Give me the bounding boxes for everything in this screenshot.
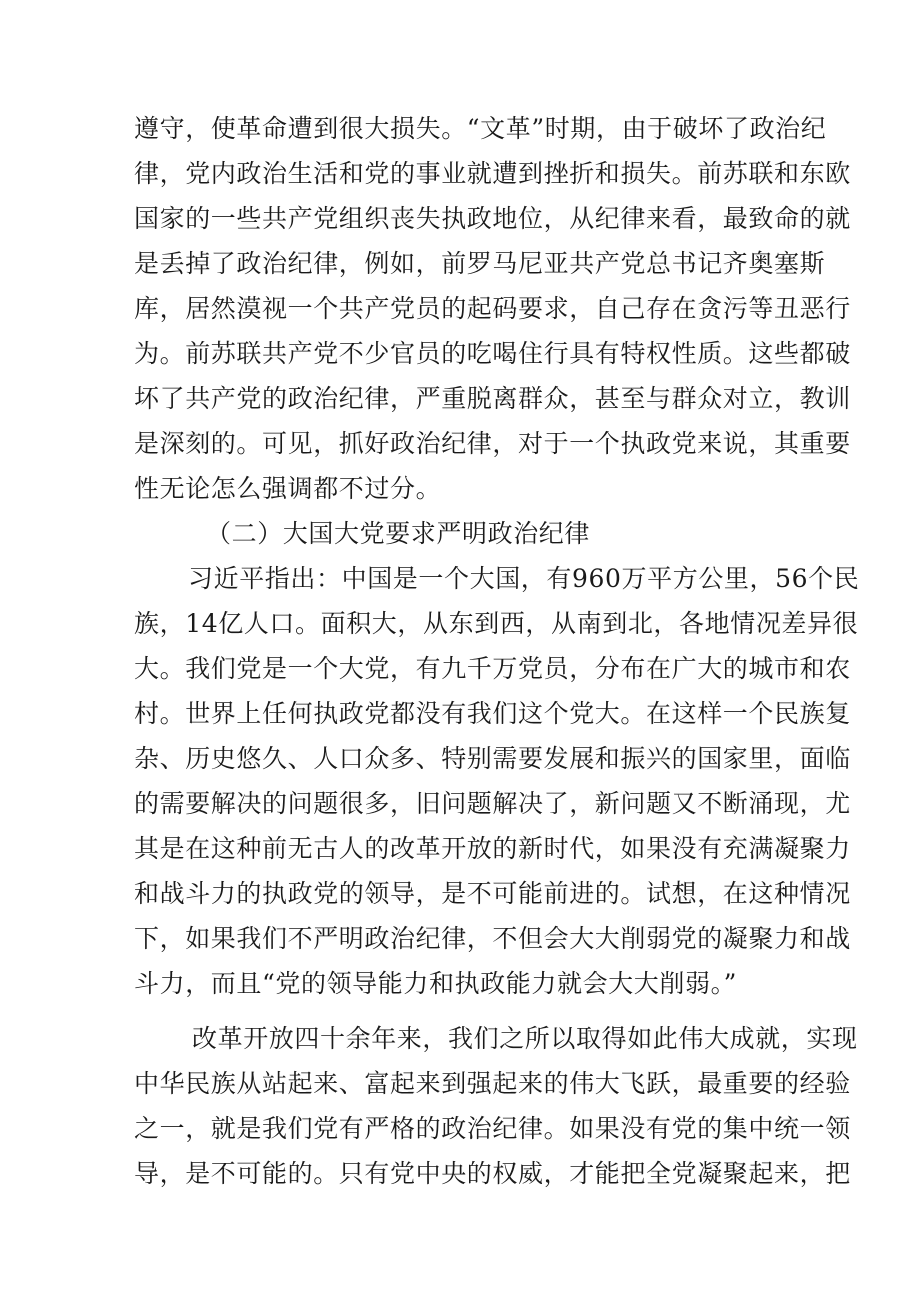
paragraph-2-line-10: 斗力，而且“党的领导能力和执政能力就会大大削弱。” (134, 969, 738, 998)
paragraph-2-line-5: 杂、历史悠久、人口众多、特别需要发展和振兴的国家里，面临 (134, 744, 851, 773)
paragraph-3-line-4: 导，是不可能的。只有党中央的权威，才能把全党凝聚起来，把 (134, 1159, 851, 1188)
paragraph-1-line-9: 性无论怎么强调都不过分。 (134, 474, 442, 503)
paragraph-1-line-6: 为。前苏联共产党不少官员的吃喝住行具有特权性质。这些都破 (134, 339, 851, 368)
paragraph-3-line-2: 中华民族从站起来、富起来到强起来的伟大飞跃，最重要的经验 (134, 1069, 851, 1098)
paragraph-1-line-8: 是深刻的。可见，抓好政治纪律，对于一个执政党来说，其重要 (134, 429, 851, 458)
paragraph-2-line-7: 其是在这种前无古人的改革开放的新时代，如果没有充满凝聚力 (134, 834, 851, 863)
paragraph-2-line-1: 习近平指出：中国是一个大国，有960万平方公里，56个民 (188, 564, 860, 593)
paragraph-1-line-7: 坏了共产党的政治纪律，严重脱离群众，甚至与群众对立，教训 (134, 384, 851, 413)
paragraph-2-line-3: 大。我们党是一个大党，有九千万党员，分布在广大的城市和农 (134, 654, 851, 683)
paragraph-2-line-9: 下，如果我们不严明政治纪律，不但会大大削弱党的凝聚力和战 (134, 924, 851, 953)
section-heading: （二）大国大党要求严明政治纪律 (206, 519, 591, 548)
paragraph-2-line-6: 的需要解决的问题很多，旧问题解决了，新问题又不断涌现，尤 (134, 789, 851, 818)
paragraph-1-line-1: 遵守，使革命遭到很大损失。“文革”时期，由于破坏了政治纪 (134, 114, 827, 143)
paragraph-1-line-3: 国家的一些共产党组织丧失执政地位，从纪律来看，最致命的就 (134, 204, 851, 233)
paragraph-1-line-4: 是丢掉了政治纪律，例如，前罗马尼亚共产党总书记齐奥塞斯 (134, 249, 826, 278)
paragraph-2-line-8: 和战斗力的执政党的领导，是不可能前进的。试想，在这种情况 (134, 879, 851, 908)
paragraph-3-line-1: 改革开放四十余年来，我们之所以取得如此伟大成就，实现 (192, 1024, 858, 1053)
paragraph-2-line-2: 族，14亿人口。面积大，从东到西，从南到北，各地情况差异很 (134, 609, 859, 638)
paragraph-2-line-4: 村。世界上任何执政党都没有我们这个党大。在这样一个民族复 (134, 699, 851, 728)
paragraph-1-line-2: 律，党内政治生活和党的事业就遭到挫折和损失。前苏联和东欧 (134, 159, 851, 188)
paragraph-1-line-5: 库，居然漠视一个共产党员的起码要求，自己存在贪污等丑恶行 (134, 294, 851, 323)
paragraph-3-line-3: 之一，就是我们党有严格的政治纪律。如果没有党的集中统一领 (134, 1114, 851, 1143)
